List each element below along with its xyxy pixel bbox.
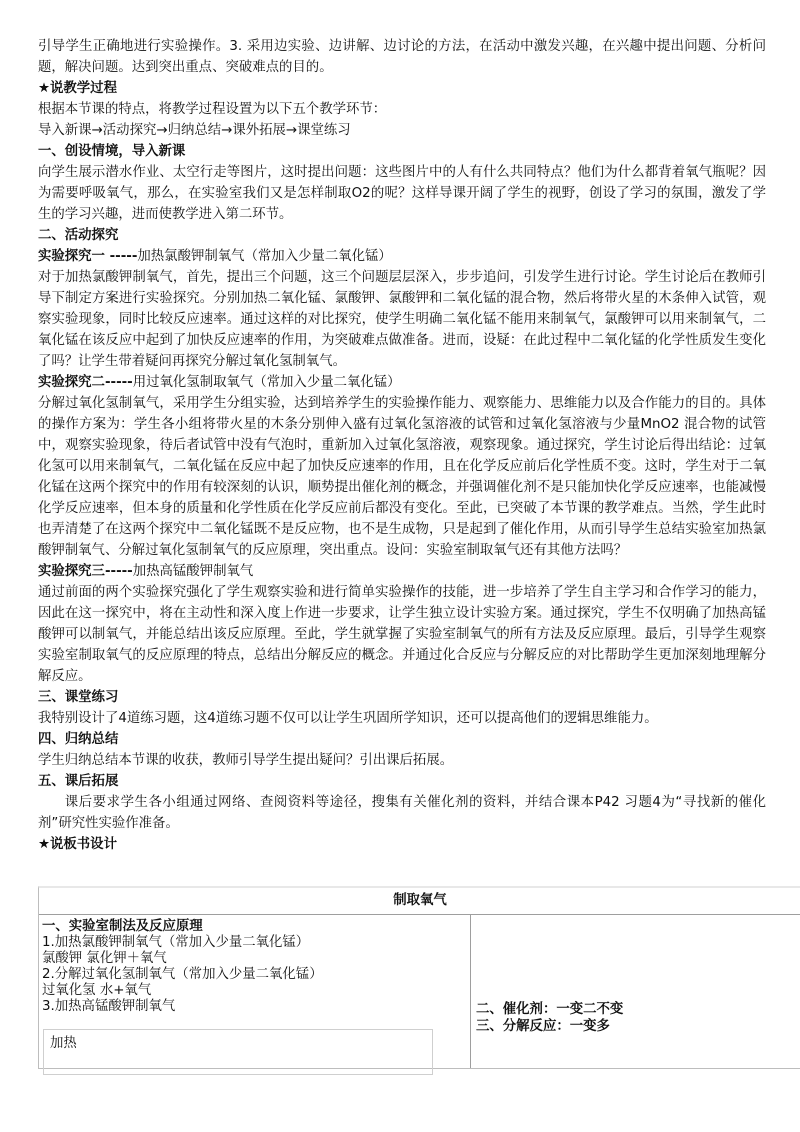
board-design-table — [38, 886, 800, 1069]
section-heading: 二、活动探究 — [38, 228, 119, 243]
board-title: 制取氧气 — [39, 888, 800, 915]
section-heading-star: ★说板书设计 — [38, 837, 117, 852]
paragraph: 通过前面的两个实验探究强化了学生观察实验和进行简单实验操作的技能，进一步培养了学生自主学习和合作学习的能力，因此在这一探究中，将在主动性和深入度上作进一步要求，让学生独立设计实验方案。通过探究，学生不仅明确了加热高锰酸钾可以制氧气，并能总结出该反应原理。至此，学生就掌握了实验室制氧气的所有方法及反应原理。最后，引导学生观察实验室制取氧气的反应原理的特点，总结出分解反应的概念。并通过化合反应与分解反应的对比帮助学生更加深刻地理解分解反应。 — [38, 585, 766, 684]
section-heading: 五、课后拓展 — [38, 774, 119, 789]
paragraph: 课后要求学生各小组通过网络、查阅资料等途径，搜集有关催化剂的资料，并结合课本P42 习题4为“寻找新的催化剂”研究性实验作准备。 — [38, 795, 766, 831]
paragraph: 导入新课→活动探究→归纳总结→课外拓展→课堂练习 — [38, 123, 351, 138]
experiment-title: 用过氧化氢制取氧气（常加入少量二氧化锰） — [132, 375, 401, 390]
paragraph: 引导学生正确地进行实验操作。3. 采用边实验、边讲解、边讨论的方法，在活动中激发兴趣，在兴趣中提出问题、分析问题，解决问题。达到突出重点、突破难点的目的。 — [38, 39, 766, 75]
board-right-cell — [472, 915, 800, 1068]
board-inner-box — [43, 1029, 433, 1075]
board-left-cell — [39, 915, 471, 1068]
experiment-label: 实验探究三----- — [38, 564, 133, 579]
experiment-heading — [38, 372, 766, 393]
experiment-heading — [38, 561, 766, 582]
board-right-line: 二、催化剂：一变二不变 — [476, 1002, 624, 1017]
paragraph: 我特别设计了4道练习题，这4道练习题不仅可以让学生巩固所学知识，还可以提高他们的逻辑思维能力。 — [38, 711, 658, 726]
experiment-title: 加热氯酸钾制氧气（常加入少量二氧化锰） — [137, 249, 392, 264]
board-left-line: 一、实验室制法及反应原理 — [42, 919, 203, 934]
paragraph: 分解过氧化氢制氧气，采用学生分组实验，达到培养学生的实验操作能力、观察能力、思维能力以及合作能力的目的。具体的操作方案为：学生各小组将带火星的木条分别伸入盛有过氧化氢溶液的试管和过氧化氢溶液与少量MnO2 混合物的试管中，观察实验现象，待后者试管中没有气泡时，重新加入过氧化氢溶液，观察现象。通过探究，学生讨论后得出结论：过氧化氢可以用来制氧气，二氧化锰在反应中起了加快反应速率的作用，且在化学反应前后化学性质不变。这时，学生对于二氧化锰在这两个探究中的作用有较深刻的认识，顺势提出催化剂的概念，并强调催化剂不是只能加快化学反应速率，也能减慢化学反应速率，但本身的质量和化学性质在化学反应前后都没有变化。至此，已突破了本节课的教学难点。当然，学生此时也弄清楚了在这两个探究中二氧化锰既不是反应物，也不是生成物，只是起到了催化作用，从而引导学生总结实验室加热氯酸钾制氧气、分解过氧化氢制氧气的反应原理，突出重点。设问：实验室制取氧气还有其他方法吗？ — [38, 396, 766, 558]
board-right-line: 三、分解反应：一变多 — [476, 1019, 610, 1034]
board-left-line: 1.加热氯酸钾制氧气（常加入少量二氧化锰） — [42, 935, 310, 950]
paragraph: 对于加热氯酸钾制氧气，首先，提出三个问题，这三个问题层层深入，步步追问，引发学生进行讨论。学生讨论后在教师引导下制定方案进行实验探究。分别加热二氧化锰、氯酸钾、氯酸钾和二氧化锰的混合物，然后将带火星的木条伸入试管，观察实验现象，同时比较反应速率。通过这样的对比探究，使学生明确二氧化锰不能用来制氧气，氯酸钾可以用来制氧气，二氧化锰在该反应中起到了加快反应速率的作用，为突破难点做准备。进而，设疑：在此过程中二氧化锰的化学性质发生变化了吗？让学生带着疑问再探究分解过氧化氢制氧气。 — [38, 270, 766, 369]
document-body — [38, 36, 766, 855]
experiment-title: 加热高锰酸钾制氧气 — [132, 564, 254, 579]
experiment-heading — [38, 246, 766, 267]
paragraph: 根据本节课的特点，将教学过程设置为以下五个教学环节： — [38, 102, 387, 117]
section-heading: 一、创设情境，导入新课 — [38, 144, 186, 159]
board-left-line: 2.分解过氧化氢制氧气（常加入少量二氧化锰） — [42, 967, 323, 982]
section-heading: 四、归纳总结 — [38, 732, 119, 747]
section-heading-star: ★说教学过程 — [38, 81, 117, 96]
board-left-line: 氯酸钾 氯化钾＋氧气 — [42, 951, 167, 966]
paragraph: 学生归纳总结本节课的收获，教师引导学生提出疑问？引出课后拓展。 — [38, 753, 454, 768]
experiment-label: 实验探究一 ----- — [38, 249, 138, 264]
board-left-line: 3.加热高锰酸钾制氧气 — [42, 999, 176, 1014]
paragraph: 向学生展示潜水作业、太空行走等图片，这时提出问题：这些图片中的人有什么共同特点？他们为什么都背着氧气瓶呢？因为需要呼吸氧气，那么，在实验室我们又是怎样制取O2的呢？这样导课开阔了学生的视野，创设了学习的氛围，激发了学生的学习兴趣，进而使教学进入第二环节。 — [38, 165, 766, 222]
section-heading: 三、课堂练习 — [38, 690, 119, 705]
board-left-line: 过氧化氢 水+氧气 — [42, 983, 152, 998]
inner-box-label: 加热 — [50, 1036, 77, 1051]
experiment-label: 实验探究二----- — [38, 375, 133, 390]
